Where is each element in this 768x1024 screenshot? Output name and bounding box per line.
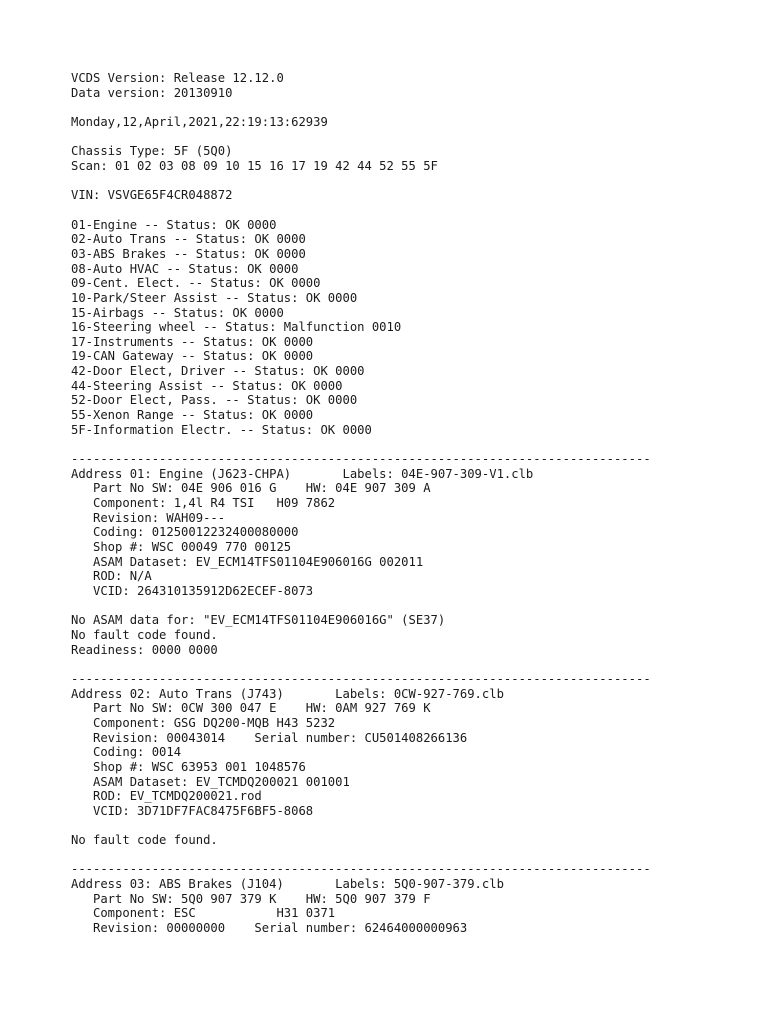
report-line: ASAM Dataset: EV_ECM14TFS01104E906016G 002011 bbox=[71, 554, 424, 569]
report-line: No ASAM data for: "EV_ECM14TFS01104E906016G" (SE37) bbox=[71, 613, 446, 628]
report-line: Shop #: WSC 63953 001 1048576 bbox=[71, 759, 306, 774]
report-line: 09-Cent. Elect. -- Status: OK 0000 bbox=[71, 276, 321, 291]
report-line: ------------------------------------------------------------------------------- bbox=[71, 671, 651, 686]
report-line: Revision: 00000000 Serial number: 62464000000963 bbox=[71, 921, 468, 936]
report-line bbox=[71, 203, 651, 218]
report-line: VCDS Version: Release 12.12.0 bbox=[71, 71, 284, 85]
report-line: 19-CAN Gateway -- Status: OK 0000 bbox=[71, 349, 314, 364]
report-line: ------------------------------------------------------------------------------- bbox=[71, 862, 651, 877]
report-line: 08-Auto HVAC -- Status: OK 0000 bbox=[71, 261, 299, 276]
report-line bbox=[71, 100, 651, 115]
report-line: No fault code found. bbox=[71, 627, 218, 642]
report-line: 17-Instruments -- Status: OK 0000 bbox=[71, 334, 314, 349]
report-line: 15-Airbags -- Status: OK 0000 bbox=[71, 305, 284, 320]
report-line: 52-Door Elect, Pass. -- Status: OK 0000 bbox=[71, 393, 358, 408]
report-line: 16-Steering wheel -- Status: Malfunction 0010 bbox=[71, 320, 402, 335]
report-line: Part No SW: 04E 906 016 G HW: 04E 907 309 A bbox=[71, 481, 431, 496]
report-line: Readiness: 0000 0000 bbox=[71, 642, 218, 657]
report-line: Coding: 01250012232400080000 bbox=[71, 525, 299, 540]
report-line: 01-Engine -- Status: OK 0000 bbox=[71, 217, 277, 232]
report-line: Shop #: WSC 00049 770 00125 bbox=[71, 540, 292, 554]
scan-report-text bbox=[71, 71, 651, 936]
report-line: ------------------------------------------------------------------------------- bbox=[71, 452, 651, 467]
report-line: Address 02: Auto Trans (J743) Labels: 0CW-927-769.clb bbox=[71, 686, 504, 701]
report-line: Component: 1,4l R4 TSI H09 7862 bbox=[71, 496, 336, 511]
report-line: VCID: 264310135912D62ECEF-8073 bbox=[71, 583, 314, 598]
report-line: ROD: EV_TCMDQ200021.rod bbox=[71, 789, 262, 804]
report-line: 55-Xenon Range -- Status: OK 0000 bbox=[71, 408, 314, 423]
report-line: Coding: 0014 bbox=[71, 745, 182, 760]
report-line: Monday,12,April,2021,22:19:13:62939 bbox=[71, 114, 328, 129]
report-line: VCID: 3D71DF7FAC8475F6BF5-8068 bbox=[71, 803, 314, 818]
report-line: Chassis Type: 5F (5Q0) bbox=[71, 144, 233, 159]
report-line bbox=[71, 848, 651, 863]
report-line bbox=[71, 818, 651, 833]
report-line bbox=[71, 599, 651, 614]
report-line bbox=[71, 657, 651, 672]
report-line: ASAM Dataset: EV_TCMDQ200021 001001 bbox=[71, 774, 350, 789]
report-line: 5F-Information Electr. -- Status: OK 0000 bbox=[71, 422, 372, 437]
report-line bbox=[71, 174, 651, 189]
report-line: No fault code found. bbox=[71, 833, 218, 848]
report-line: Part No SW: 0CW 300 047 E HW: 0AM 927 769 K bbox=[71, 701, 431, 716]
report-line: Address 03: ABS Brakes (J104) Labels: 5Q0-907-379.clb bbox=[71, 877, 504, 892]
report-line: Revision: WAH09--- bbox=[71, 510, 226, 525]
report-line: Address 01: Engine (J623-CHPA) Labels: 04E-907-309-V1.clb bbox=[71, 466, 534, 481]
report-line: ROD: N/A bbox=[71, 569, 152, 584]
report-line: 03-ABS Brakes -- Status: OK 0000 bbox=[71, 246, 306, 261]
report-line: Component: GSG DQ200-MQB H43 5232 bbox=[71, 715, 336, 730]
report-line: Component: ESC H31 0371 bbox=[71, 906, 336, 921]
report-line: 44-Steering Assist -- Status: OK 0000 bbox=[71, 378, 343, 393]
report-line bbox=[71, 437, 651, 452]
report-line: Part No SW: 5Q0 907 379 K HW: 5Q0 907 379 F bbox=[71, 891, 431, 906]
report-line: 10-Park/Steer Assist -- Status: OK 0000 bbox=[71, 290, 358, 305]
report-line: Scan: 01 02 03 08 09 10 15 16 17 19 42 44 52 55 5F bbox=[71, 158, 438, 173]
report-line: Revision: 00043014 Serial number: CU501408266136 bbox=[71, 730, 468, 745]
report-line: VIN: VSVGE65F4CR048872 bbox=[71, 188, 233, 203]
report-line bbox=[71, 130, 651, 145]
report-line: 02-Auto Trans -- Status: OK 0000 bbox=[71, 232, 306, 247]
report-line: 42-Door Elect, Driver -- Status: OK 0000 bbox=[71, 364, 365, 379]
report-line: Data version: 20130910 bbox=[71, 85, 233, 100]
